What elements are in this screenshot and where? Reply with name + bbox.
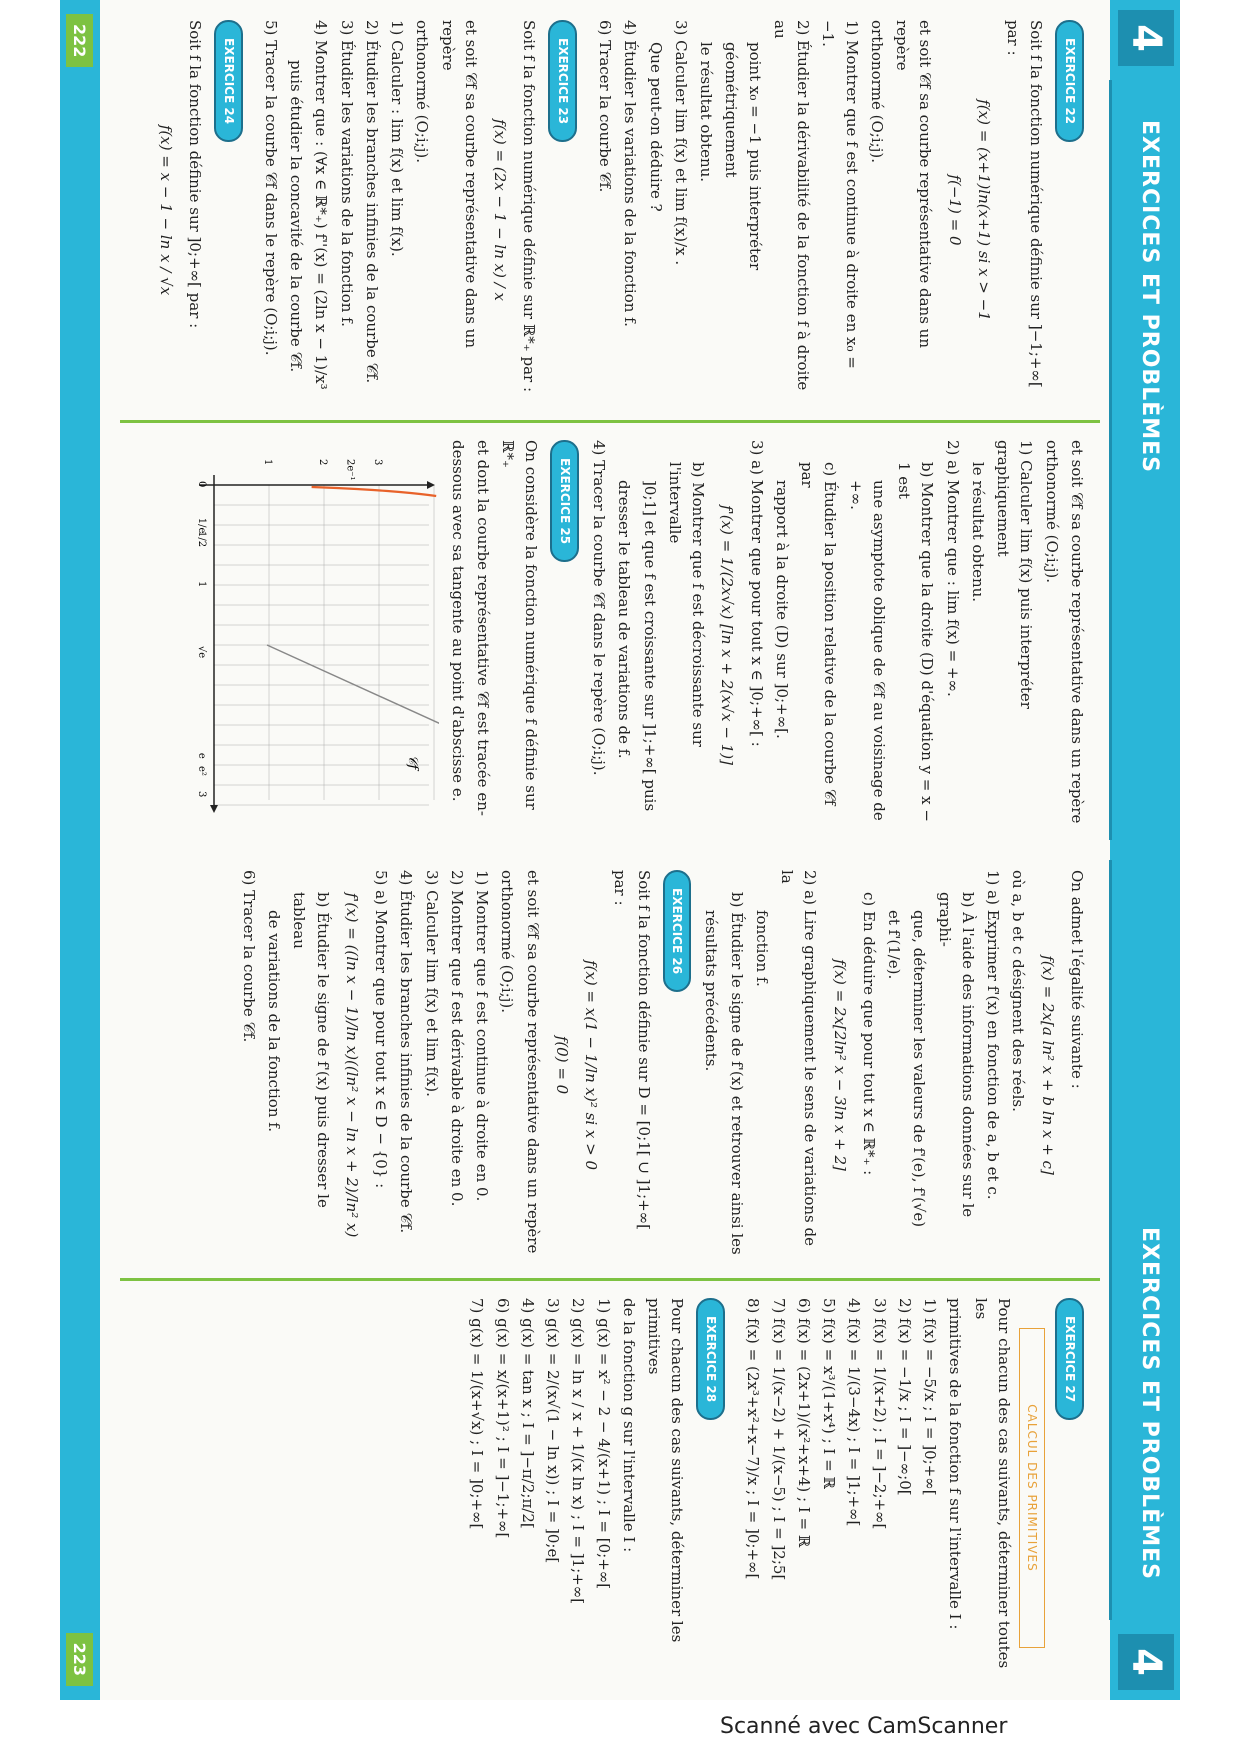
exercise-question: c) En déduire que pour tout x ∈ ℝ*₊ :: [860, 892, 878, 1176]
page-number: 223: [66, 1633, 93, 1686]
exercise-text: orthonormé (O;i;j).: [867, 20, 886, 163]
exercise-question: le résultat obtenu.: [697, 42, 716, 183]
column-separator: [120, 1278, 1100, 1281]
exercise-question: b) À l'aide des informations données sur le graphi-: [935, 892, 977, 1218]
exercise-27: [741, 1298, 1090, 1678]
exercise-question: que, déterminer les valeurs de f'(e), f'(√e): [910, 910, 929, 1228]
exercise-formula: f(x) = (x+1)ln(x+1) si x > −1: [974, 99, 993, 321]
exercise-formula: f(x) = 2x[2ln² x − 3ln x + 2]: [830, 959, 849, 1171]
exercise-text: Soit f la fonction définie sur ]0;+∞[ par :: [185, 20, 204, 329]
primitive-item: 1) g(x) = x² − 2 − 4/(x+1) ; I = [0;+∞[: [594, 1298, 613, 1590]
y-tick-label: 1: [262, 459, 274, 466]
x-tick-label: 1/2: [196, 531, 208, 548]
exercise-question: de variations de la fonction f.: [265, 910, 284, 1133]
chapter-number: 4: [1118, 10, 1174, 66]
left-page-column-1: [143, 20, 1090, 400]
exercise-question: 2) Étudier la dérivabilité de la fonction f à droite au: [770, 20, 813, 391]
exercise-question: 5) a) Montrer que pour tout x ∈ D − {0} :: [372, 870, 391, 1189]
primitive-item: 2) g(x) = ln x / x + 1/(x ln x) ; I = ]1;+∞[: [569, 1298, 588, 1605]
exercise-text: orthonormé (O;i;j).: [1042, 440, 1061, 583]
primitive-item: 7) f(x) = 1/(x−2) + 1/(x−5) ; I = ]2;5[: [769, 1298, 788, 1581]
exercise-text: Pour chacun des cas suivants, déterminer les primitives: [645, 1298, 687, 1643]
header-rule: [1109, 80, 1112, 840]
exercise-question: 2) Montrer que f est dérivable à droite en 0.: [447, 870, 466, 1207]
exercise-formula: f(x) = (2x − 1 − ln x) / x: [491, 118, 510, 301]
exercise-question: b) Étudier le signe de f'(x) puis dresser le tableau: [290, 892, 332, 1208]
exercise-text: On admet l'égalité suivante :: [1068, 870, 1086, 1089]
exercise-question: 2) a) Montrer que : lim f(x) = +∞.: [943, 440, 962, 697]
x-tick-label: 0: [196, 481, 208, 488]
exercise-text: Soit f la fonction définie sur D = [0;1[ ∪ ]1;+∞[ par :: [611, 870, 653, 1230]
chapter-number: 4: [1118, 1634, 1174, 1690]
exercise-25: [189, 440, 585, 830]
y-tick-labels: [262, 459, 383, 481]
exercise-text: et soit 𝒞f sa courbe représentative dans un repère: [893, 20, 935, 349]
exercise-28: [465, 1298, 731, 1678]
exercise-text: Soit f la fonction numérique définie sur ℝ*₊ par :: [520, 20, 539, 393]
exercise-question: résultats précédents.: [702, 910, 721, 1072]
exercise-text: Soit f la fonction numérique définie sur ]−1;+∞[ par :: [1004, 20, 1046, 388]
exercise-formula: f(x) = x − 1 − ln x / √x: [156, 124, 175, 296]
y-axis-arrow: [427, 481, 435, 489]
x-tick-label: 1/e: [196, 517, 208, 534]
rotated-content: [60, 0, 1180, 1700]
y-tick-label: 3: [372, 459, 384, 466]
exercise-question: 3) Étudier les variations de la fonction f.: [337, 20, 356, 327]
x-tick-label: e²: [196, 766, 208, 776]
exercise-text: Pour chacun des cas suivants, déterminer toutes les: [971, 1298, 1013, 1669]
graph-grid: [214, 485, 434, 805]
exercise-26: [237, 870, 698, 1260]
section-title: EXERCICES ET PROBLÈMES: [1137, 1226, 1162, 1580]
primitive-item: 4) g(x) = tan x ; I = ]−π/2;π/2[: [518, 1298, 537, 1529]
x-tick-label: 3: [196, 791, 208, 798]
exercise-24: [153, 20, 248, 400]
exercise-text: et dont la courbe représentative 𝒞f est tracée en-: [473, 440, 492, 816]
x-tick-label: √e: [196, 645, 208, 659]
page-number: 222: [66, 14, 93, 67]
exercise-question: b) Étudier le signe de f'(x) et retrouver ainsi les: [727, 892, 746, 1255]
exercise-question: 2) a) Lire graphiquement le sens de variations de la: [778, 870, 820, 1246]
primitive-item: 6) f(x) = (2x+1)/(x²+x+4) ; I = ℝ: [794, 1298, 813, 1548]
exercise-question: puis étudier la concavité de la courbe 𝒞f.: [287, 60, 306, 373]
exercise-formula: f(x) = 2x[a ln² x + b ln x + c]: [1038, 955, 1057, 1175]
y-tick-label: 2e⁻¹: [344, 459, 356, 481]
x-tick-labels: [196, 481, 207, 797]
exercise-22: [593, 20, 1090, 400]
exercise-question: et f'(1/e).: [885, 910, 904, 980]
exercise-question: 1) Calculer lim f(x) puis interpréter graphiquement: [994, 440, 1036, 709]
exercise-question: 6) Tracer la courbe 𝒞f.: [239, 870, 258, 1043]
primitive-item: 2) f(x) = −1/x ; I = ]−∞;0[: [895, 1298, 914, 1496]
exercise-question: dresser le tableau de variations de f.: [615, 480, 634, 759]
exercise-question: 6) Tracer la courbe 𝒞f.: [596, 20, 615, 193]
primitive-item: 7) g(x) = 1/(x+√x) ; I = ]0;+∞[: [468, 1298, 487, 1530]
exercise-question: 4) Étudier les branches infinies de la courbe 𝒞f.: [397, 870, 416, 1234]
exercise-badge: EXERCICE 23: [548, 20, 577, 142]
primitive-item: 5) f(x) = x³/(1+x⁴) ; I = ℝ: [820, 1298, 839, 1489]
page-footer-band: [60, 0, 100, 850]
exercise-question: ]0;1] et que f est croissante sur ]1;+∞[ puis: [640, 480, 659, 812]
exercise-badge: EXERCICE 26: [663, 870, 692, 992]
curve-cf: [312, 487, 437, 496]
page-223: [60, 850, 1180, 1700]
exercise-question: point x₀ = −1 puis interpréter géométriquement: [722, 42, 764, 271]
primitive-item: 6) g(x) = x/(x+1)² ; I = ]−1;+∞[: [493, 1298, 512, 1539]
exercise-text: orthonormé (O;i;j).: [498, 870, 517, 1013]
scanner-watermark: Scanné avec CamScanner: [720, 1714, 1008, 1739]
exercise-question: une asymptote oblique de 𝒞f au voisinage de +∞.: [846, 480, 888, 821]
exercise-badge: EXERCICE 22: [1055, 20, 1084, 142]
exercise-question: rapport à la droite (D) sur ]0;+∞[.: [773, 480, 791, 739]
exercise-23: [259, 20, 583, 400]
exercise-formula: f(−1) = 0: [945, 174, 964, 246]
primitive-item: 8) f(x) = (2x³+x²+x−7)/x ; I = ]0;+∞[: [744, 1298, 763, 1580]
exercise-badge: EXERCICE 25: [550, 440, 579, 562]
exercise-badge: EXERCICE 24: [214, 20, 243, 142]
primitive-item: 4) f(x) = 1/(3−4x) ; I = ]1;+∞[: [845, 1298, 864, 1527]
exercise-badge: EXERCICE 27: [1055, 1298, 1084, 1420]
x-tick-label: 1: [196, 581, 208, 588]
exercise-question: 1) Montrer que f est continue à droite en x₀ = −1.: [819, 20, 861, 369]
exercise-question: 4) Étudier les variations de la fonction f.: [621, 20, 640, 327]
exercise-question: 4) Montrer que : (∀x ∈ ℝ*₊) f''(x) = (2ln x − 1)/x³: [312, 20, 331, 390]
section-title: EXERCICES ET PROBLÈMES: [1137, 120, 1162, 474]
left-page-column-2: [179, 440, 1090, 830]
y-tick-label: 2: [317, 459, 329, 466]
primitive-item: 3) f(x) = 1/(x+2) ; I = ]−2;+∞[: [870, 1298, 889, 1530]
exercise-question: 3) a) Montrer que pour tout x ∈ ]0;+∞[ :: [747, 440, 766, 747]
exercise-question: fonction f.: [753, 910, 771, 987]
exercise-question: 2) Étudier les branches infinies de la courbe 𝒞f.: [362, 20, 381, 384]
exercise-question: b) Montrer que f est décroissante sur l'intervalle: [666, 462, 708, 747]
primitive-item: 1) f(x) = −5/x ; I = ]0;+∞[: [921, 1298, 940, 1496]
page-222: [60, 0, 1180, 850]
exercise-question: le résultat obtenu.: [969, 462, 987, 603]
exercise-question: c) Étudier la position relative de la courbe 𝒞f par: [798, 462, 840, 806]
curve-label: 𝒞f: [405, 755, 421, 770]
exercise-formula: f'(x) = ((ln x − 1)/ln x)((ln² x − ln x + 2)/ln² x): [342, 892, 361, 1238]
exercise-text: et soit 𝒞f sa courbe représentative dans un repère: [523, 870, 542, 1254]
exercise-question: 1) Montrer que f est continue à droite en 0.: [473, 870, 492, 1202]
exercise-text: primitives de la fonction f sur l'intervalle I :: [946, 1298, 965, 1630]
right-page-column-1: [227, 870, 1090, 1260]
exercise-text: et soit 𝒞f sa courbe représentative dans un repère: [1068, 440, 1086, 824]
exercise-text: de la fonction g sur l'intervalle I :: [619, 1298, 638, 1553]
exercise-badge: EXERCICE 28: [696, 1298, 725, 1420]
exercise-question: 3) Calculer lim f(x) et lim f(x)/x .: [671, 20, 690, 266]
header-rule: [1109, 860, 1112, 1620]
exercise-formula: f(0) = 0: [552, 1035, 571, 1095]
exercise-question: 5) Tracer la courbe 𝒞f dans le repère (O;i;j).: [261, 20, 280, 356]
exercise-text: et soit 𝒞f sa courbe représentative dans un repère: [438, 20, 480, 349]
exercise-text: On considère la fonction numérique f définie sur ℝ*₊: [499, 440, 541, 810]
exercise-question: 3) Calculer lim f(x) et lim f(x).: [422, 870, 441, 1097]
exercise-question: b) Montrer que la droite (D) d'équation y = x − 1 est: [895, 462, 937, 822]
function-graph: [189, 455, 439, 815]
primitive-item: 3) g(x) = 2/(x√(1 − ln x)) ; I = ]0;e[: [544, 1298, 563, 1564]
section-subtitle: CALCUL DES PRIMITIVES: [1019, 1328, 1046, 1648]
x-axis-arrow: [210, 805, 218, 813]
exercise-formula: f(x) = x(1 − 1/ln x)² si x > 0: [582, 959, 601, 1171]
exercise-question: Que peut-on déduire ?: [646, 42, 665, 212]
exercise-text: où a, b et c désignent des réels.: [1009, 870, 1028, 1112]
exercise-question: 1) a) Exprimer f'(x) en fonction de a, b et c.: [984, 870, 1003, 1200]
page-footer-band: [60, 850, 100, 1700]
exercise-question: 1) Calculer : lim f(x) et lim f(x).: [388, 20, 407, 257]
scanned-book-spread: [60, 0, 1180, 1700]
right-page-column-2: [455, 1298, 1090, 1678]
exercise-text: dessous avec sa tangente au point d'abscisse e.: [448, 440, 467, 802]
exercise-formula: f'(x) = 1/(2x√x) [ln x + 2(x√x − 1)]: [718, 505, 737, 765]
exercise-question: 4) Tracer la courbe 𝒞f dans le repère (O;i;j).: [590, 440, 609, 776]
x-tick-label: e: [196, 752, 208, 759]
exercise-text: orthonormé (O;i;j).: [413, 20, 432, 163]
column-separator: [120, 420, 1100, 423]
